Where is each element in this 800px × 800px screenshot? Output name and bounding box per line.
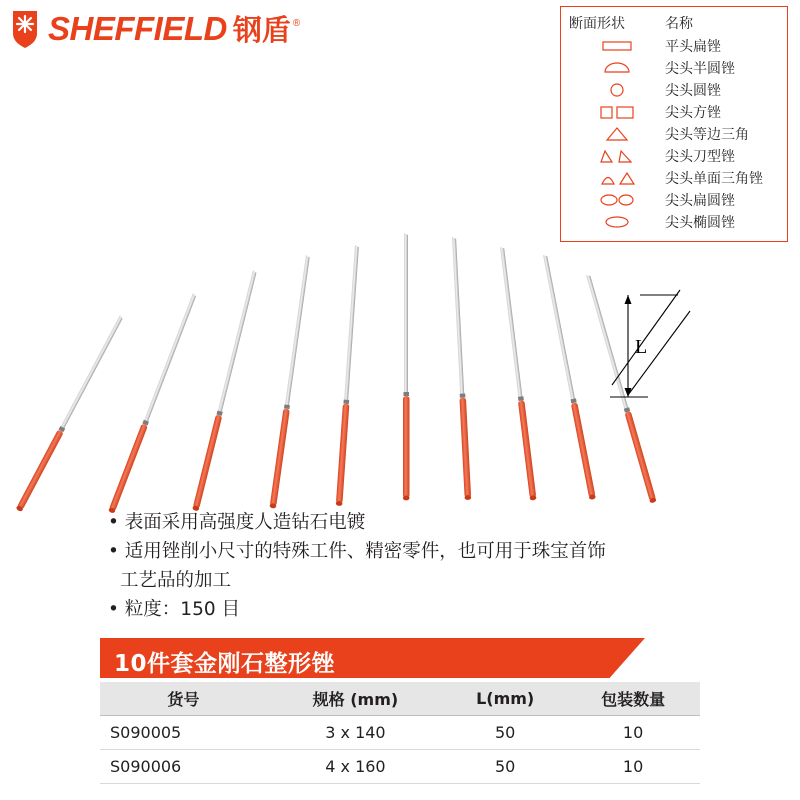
page-title: 10件套金刚石整形锉 [114, 651, 336, 677]
specification-table [100, 682, 700, 784]
svg-text:L: L [635, 336, 648, 358]
legend-item-label: 尖头刀型锉 [665, 149, 735, 165]
legend-item-label: 尖头方锉 [665, 105, 721, 121]
diamond-needle-files-photo [0, 225, 800, 515]
cell-length: 50 [444, 716, 566, 750]
legend-item-label: 尖头等边三角 [665, 127, 749, 143]
column-header-quantity: 包装数量 [566, 682, 700, 716]
dimension-arrow-icon [610, 290, 690, 397]
product-title-banner [100, 638, 645, 678]
legend-header-shape: 断面形状 [569, 16, 625, 32]
legend-item-label: 尖头圆锉 [665, 83, 721, 99]
legend-row [569, 101, 779, 123]
table-row [100, 716, 700, 750]
shape-single-face-triangle-icon [569, 167, 665, 189]
legend-header-name: 名称 [665, 16, 693, 32]
shield-icon [12, 9, 38, 49]
cell-code: S090006 [100, 750, 267, 784]
bullet-item: • 粒度：150 目 [108, 599, 240, 620]
legend-header [569, 13, 779, 33]
legend-row [569, 35, 779, 57]
brand-logo [12, 8, 304, 49]
feature-bullets [108, 508, 708, 624]
cell-quantity: 10 [566, 716, 700, 750]
legend-item-label: 尖头半圆锉 [665, 61, 735, 77]
bullet-item-continued: 工艺品的加工 [120, 570, 232, 591]
column-header-size: 规格 (mm) [267, 682, 444, 716]
cell-quantity: 10 [566, 750, 700, 784]
column-header-length: L(mm) [444, 682, 566, 716]
legend-item-label: 尖头单面三角锉 [665, 171, 763, 187]
table-row [100, 750, 700, 784]
legend-item-label: 尖头扁圆锉 [665, 193, 735, 209]
column-header-code: 货号 [100, 682, 267, 716]
shape-knife-triangle-icon [569, 145, 665, 167]
legend-row [569, 79, 779, 101]
shape-circle-icon [569, 79, 665, 101]
registered-mark: ® [292, 18, 301, 29]
brand-name-en: SHEFFIELD [48, 10, 227, 47]
cell-size: 4 x 160 [267, 750, 444, 784]
legend-item-label: 尖头椭圆锉 [665, 215, 735, 231]
cross-section-legend [560, 6, 788, 242]
bullet-item: • 适用锉削小尺寸的特殊工件、精密零件，也可用于珠宝首饰 [108, 541, 606, 562]
legend-row [569, 189, 779, 211]
cell-code: S090005 [100, 716, 267, 750]
legend-row [569, 57, 779, 79]
shape-flat-oval-icon [569, 189, 665, 211]
shape-rectangle-icon [569, 35, 665, 57]
bullet-item: • 表面采用高强度人造钻石电镀 [108, 512, 366, 533]
legend-row [569, 123, 779, 145]
legend-item-label: 平头扁锉 [665, 39, 721, 55]
legend-row [569, 167, 779, 189]
shape-triangle-equilateral-icon [569, 123, 665, 145]
legend-row [569, 145, 779, 167]
table-header-row [100, 682, 700, 716]
cell-length: 50 [444, 750, 566, 784]
shape-half-round-icon [569, 57, 665, 79]
cell-size: 3 x 140 [267, 716, 444, 750]
shape-square-rectangle-icon [569, 101, 665, 123]
brand-name-cn: 钢盾 [232, 13, 291, 47]
